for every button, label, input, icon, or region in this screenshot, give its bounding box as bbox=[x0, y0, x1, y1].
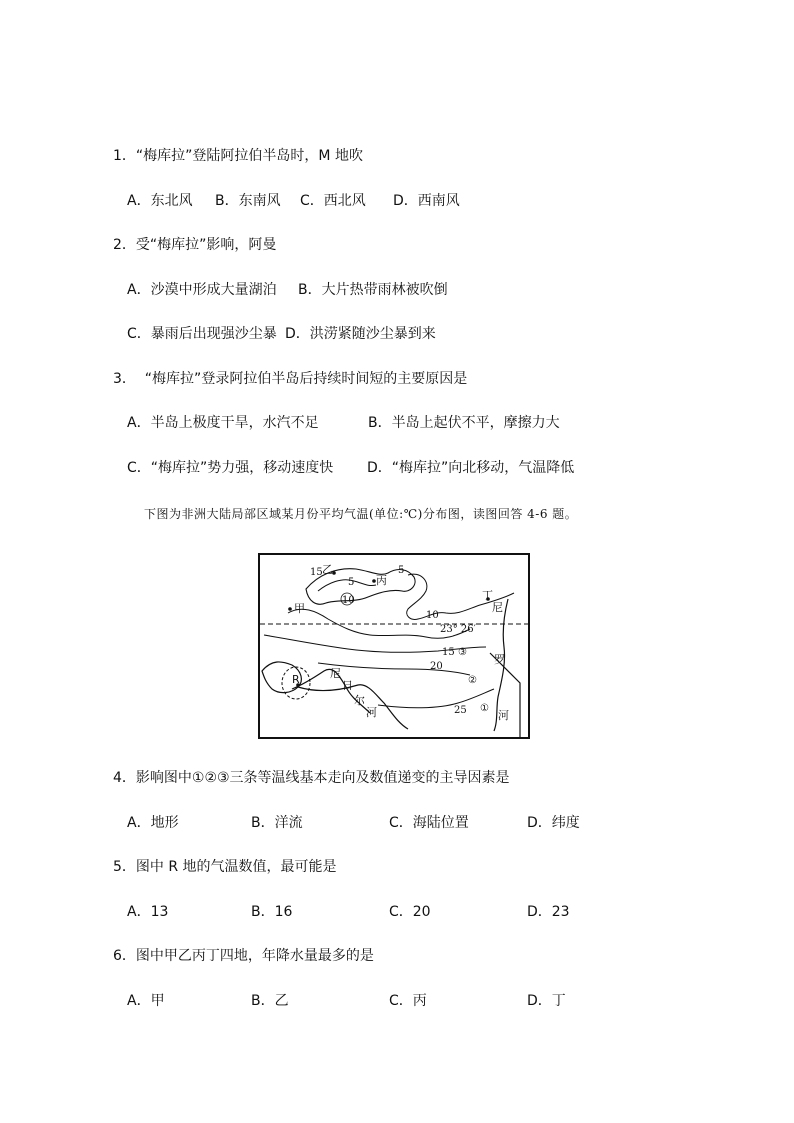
river-label-luo: 罗 bbox=[494, 653, 505, 666]
isotherm-label-20: 20 bbox=[430, 661, 443, 672]
marker-jia bbox=[288, 607, 292, 611]
q6-option-b: B．乙 bbox=[251, 993, 289, 1009]
q5-option-a: A．13 bbox=[127, 904, 169, 920]
q1-option-a: A．东北风 bbox=[127, 193, 193, 209]
isotherm-map bbox=[258, 553, 530, 739]
circled-3: ③ bbox=[458, 647, 467, 658]
q2-option-d: D．洪涝紧随沙尘暴到来 bbox=[285, 326, 436, 342]
q3-option-a: A．半岛上极度干旱，水汽不足 bbox=[127, 415, 319, 431]
q1-option-c: C．西北风 bbox=[300, 193, 366, 209]
q2-option-c: C．暴雨后出现强沙尘暴 bbox=[127, 326, 277, 342]
river-label-nile-ni: 尼 bbox=[492, 601, 503, 614]
place-jia: 甲 bbox=[294, 602, 305, 615]
place-yi: 乙 bbox=[322, 563, 333, 576]
q4-option-b: B．洋流 bbox=[251, 815, 303, 831]
river-label-ni: 尼 bbox=[330, 667, 341, 680]
q6-option-c: C．丙 bbox=[389, 993, 427, 1009]
river-label-er: 尔 bbox=[354, 694, 365, 707]
q4-option-c: C．海陆位置 bbox=[389, 815, 469, 831]
isotherm-label-10-circle: 10 bbox=[342, 595, 355, 606]
question-6-stem: 6．图中甲乙丙丁四地，年降水量最多的是 bbox=[113, 948, 374, 964]
q5-option-b: B．16 bbox=[251, 904, 293, 920]
isotherm-label-25: 25 bbox=[454, 705, 467, 716]
q4-option-a: A．地形 bbox=[127, 815, 179, 831]
q3-option-d: D．“梅库拉”向北移动，气温降低 bbox=[367, 460, 575, 476]
question-2-stem: 2．受“梅库拉”影响，阿曼 bbox=[113, 237, 277, 253]
q2-option-a: A．沙漠中形成大量湖泊 bbox=[127, 282, 277, 298]
q5-option-d: D．23 bbox=[527, 904, 570, 920]
question-4-stem: 4．影响图中①②③三条等温线基本走向及数值递变的主导因素是 bbox=[113, 770, 510, 786]
place-r: R bbox=[292, 673, 300, 686]
isotherm-label-5: 5 bbox=[348, 577, 355, 588]
q2-option-b: B．大片热带雨林被吹倒 bbox=[298, 282, 448, 298]
q1-option-d: D．西南风 bbox=[393, 193, 460, 209]
river-label-nile-he: 河 bbox=[498, 709, 509, 722]
isotherm-label-15-north: 15 bbox=[310, 567, 323, 578]
question-3-stem: 3． “梅库拉”登录阿拉伯半岛后持续时间短的主要原因是 bbox=[113, 371, 468, 387]
river-label-ri: 日 bbox=[342, 679, 353, 692]
q4-option-d: D．纬度 bbox=[527, 815, 580, 831]
q5-option-c: C．20 bbox=[389, 904, 431, 920]
circled-1: ① bbox=[480, 703, 489, 714]
place-bing: 丙 bbox=[376, 574, 387, 587]
question-1-stem: 1．“梅库拉”登陆阿拉伯半岛时，M 地吹 bbox=[113, 148, 363, 164]
isotherm-label-5-east: 5 bbox=[398, 565, 405, 576]
q1-option-b: B．东南风 bbox=[215, 193, 281, 209]
isotherm-label-15: 15 bbox=[442, 647, 455, 658]
q6-option-a: A．甲 bbox=[127, 993, 165, 1009]
place-ding: 丁 bbox=[482, 589, 493, 602]
isotherm-label-10: 10 bbox=[426, 610, 439, 621]
river-label-he: 河 bbox=[366, 706, 377, 719]
map-intro: 下图为非洲大陆局部区域某月份平均气温(单位:℃)分布图，读图回答 4-6 题。 bbox=[144, 507, 578, 521]
q6-option-d: D．丁 bbox=[527, 993, 566, 1009]
q3-option-c: C．“梅库拉”势力强，移动速度快 bbox=[127, 460, 334, 476]
latitude-label: 23° 26′ bbox=[440, 624, 476, 635]
question-5-stem: 5．图中 R 地的气温数值，最可能是 bbox=[113, 859, 337, 875]
q3-option-b: B．半岛上起伏不平，摩擦力大 bbox=[368, 415, 560, 431]
circled-2: ② bbox=[468, 675, 477, 686]
